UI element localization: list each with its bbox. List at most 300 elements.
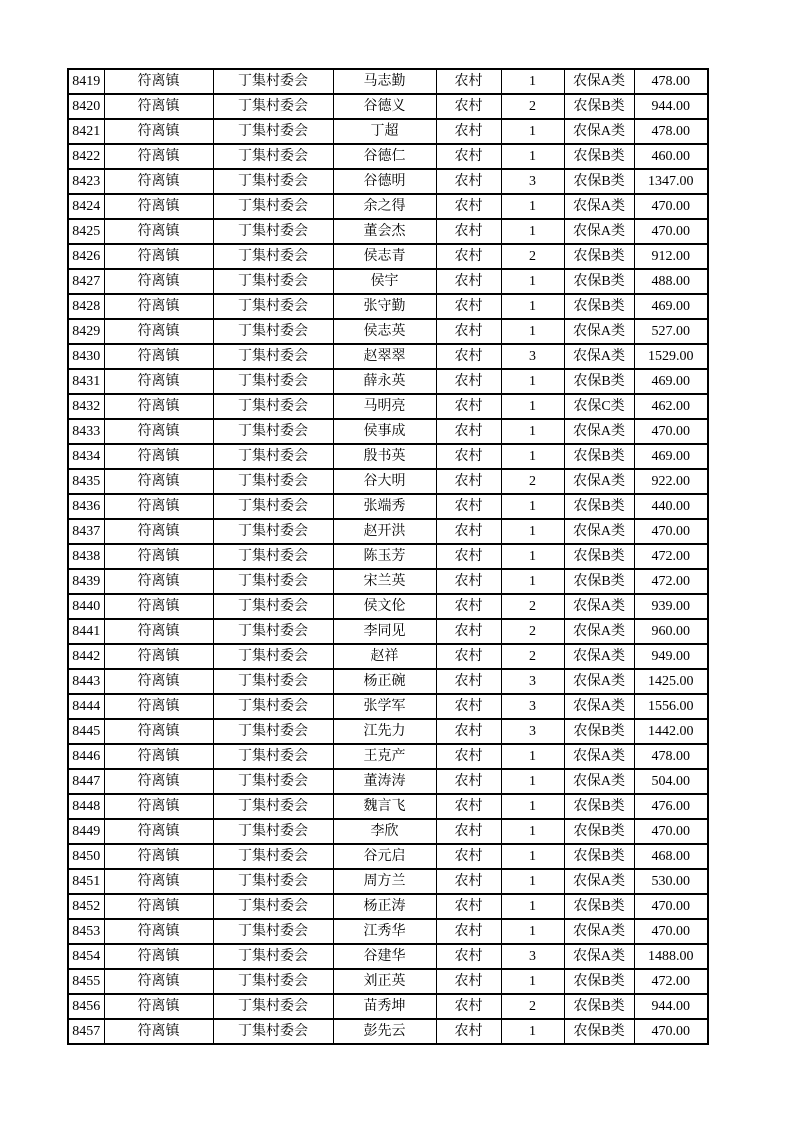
cell-person-name: 董会杰: [333, 219, 436, 244]
cell-count: 2: [501, 94, 564, 119]
cell-person-name: 周方兰: [333, 869, 436, 894]
table-row: [68, 619, 708, 644]
cell-serial: 8445: [68, 719, 104, 744]
table-row: [68, 519, 708, 544]
cell-category: 农保B类: [564, 369, 634, 394]
cell-committee: 丁集村委会: [213, 769, 333, 794]
cell-committee: 丁集村委会: [213, 294, 333, 319]
cell-town: 符离镇: [104, 194, 213, 219]
cell-town: 符离镇: [104, 119, 213, 144]
table-row: [68, 844, 708, 869]
cell-committee: 丁集村委会: [213, 394, 333, 419]
cell-serial: 8437: [68, 519, 104, 544]
cell-person-name: 侯志青: [333, 244, 436, 269]
cell-residence: 农村: [436, 844, 501, 869]
cell-category: 农保B类: [564, 894, 634, 919]
cell-committee: 丁集村委会: [213, 169, 333, 194]
cell-amount: 960.00: [634, 619, 708, 644]
table-row: [68, 1019, 708, 1044]
cell-person-name: 侯事成: [333, 419, 436, 444]
table-row: [68, 969, 708, 994]
cell-count: 3: [501, 944, 564, 969]
cell-category: 农保B类: [564, 144, 634, 169]
cell-residence: 农村: [436, 94, 501, 119]
cell-person-name: 殷书英: [333, 444, 436, 469]
cell-serial: 8451: [68, 869, 104, 894]
cell-residence: 农村: [436, 219, 501, 244]
cell-amount: 1347.00: [634, 169, 708, 194]
cell-serial: 8449: [68, 819, 104, 844]
cell-committee: 丁集村委会: [213, 594, 333, 619]
cell-committee: 丁集村委会: [213, 444, 333, 469]
cell-person-name: 谷建华: [333, 944, 436, 969]
table-row: [68, 194, 708, 219]
cell-serial: 8443: [68, 669, 104, 694]
cell-town: 符离镇: [104, 1019, 213, 1044]
cell-count: 1: [501, 319, 564, 344]
table-row: [68, 444, 708, 469]
cell-residence: 农村: [436, 594, 501, 619]
cell-category: 农保A类: [564, 119, 634, 144]
cell-count: 1: [501, 494, 564, 519]
cell-committee: 丁集村委会: [213, 944, 333, 969]
cell-residence: 农村: [436, 619, 501, 644]
cell-serial: 8448: [68, 794, 104, 819]
cell-residence: 农村: [436, 444, 501, 469]
cell-count: 1: [501, 844, 564, 869]
cell-person-name: 薛永英: [333, 369, 436, 394]
cell-town: 符离镇: [104, 344, 213, 369]
cell-amount: 922.00: [634, 469, 708, 494]
cell-committee: 丁集村委会: [213, 94, 333, 119]
cell-amount: 476.00: [634, 794, 708, 819]
cell-committee: 丁集村委会: [213, 194, 333, 219]
cell-serial: 8430: [68, 344, 104, 369]
cell-amount: 1488.00: [634, 944, 708, 969]
cell-count: 1: [501, 1019, 564, 1044]
cell-category: 农保B类: [564, 269, 634, 294]
cell-serial: 8425: [68, 219, 104, 244]
cell-town: 符离镇: [104, 919, 213, 944]
cell-category: 农保B类: [564, 569, 634, 594]
cell-amount: 469.00: [634, 444, 708, 469]
cell-residence: 农村: [436, 569, 501, 594]
cell-count: 1: [501, 569, 564, 594]
cell-residence: 农村: [436, 969, 501, 994]
table-row: [68, 294, 708, 319]
cell-category: 农保A类: [564, 469, 634, 494]
cell-person-name: 侯志英: [333, 319, 436, 344]
cell-committee: 丁集村委会: [213, 69, 333, 94]
cell-count: 1: [501, 894, 564, 919]
cell-amount: 939.00: [634, 594, 708, 619]
table-row: [68, 719, 708, 744]
cell-serial: 8422: [68, 144, 104, 169]
cell-person-name: 谷德义: [333, 94, 436, 119]
cell-town: 符离镇: [104, 544, 213, 569]
cell-count: 2: [501, 244, 564, 269]
cell-category: 农保B类: [564, 94, 634, 119]
cell-serial: 8447: [68, 769, 104, 794]
cell-person-name: 苗秀坤: [333, 994, 436, 1019]
cell-count: 3: [501, 169, 564, 194]
cell-committee: 丁集村委会: [213, 369, 333, 394]
cell-serial: 8456: [68, 994, 104, 1019]
table-row: [68, 169, 708, 194]
cell-residence: 农村: [436, 494, 501, 519]
cell-count: 1: [501, 269, 564, 294]
cell-person-name: 马明亮: [333, 394, 436, 419]
cell-town: 符离镇: [104, 644, 213, 669]
cell-committee: 丁集村委会: [213, 219, 333, 244]
cell-amount: 530.00: [634, 869, 708, 894]
cell-residence: 农村: [436, 69, 501, 94]
cell-amount: 470.00: [634, 1019, 708, 1044]
cell-person-name: 刘正英: [333, 969, 436, 994]
cell-serial: 8455: [68, 969, 104, 994]
cell-town: 符离镇: [104, 619, 213, 644]
cell-category: 农保B类: [564, 494, 634, 519]
cell-serial: 8457: [68, 1019, 104, 1044]
cell-serial: 8439: [68, 569, 104, 594]
cell-category: 农保A类: [564, 194, 634, 219]
cell-count: 2: [501, 619, 564, 644]
cell-count: 1: [501, 819, 564, 844]
cell-committee: 丁集村委会: [213, 419, 333, 444]
cell-committee: 丁集村委会: [213, 969, 333, 994]
cell-committee: 丁集村委会: [213, 269, 333, 294]
cell-residence: 农村: [436, 544, 501, 569]
cell-town: 符离镇: [104, 169, 213, 194]
cell-residence: 农村: [436, 919, 501, 944]
cell-category: 农保A类: [564, 419, 634, 444]
cell-committee: 丁集村委会: [213, 144, 333, 169]
cell-person-name: 李同见: [333, 619, 436, 644]
cell-committee: 丁集村委会: [213, 494, 333, 519]
cell-person-name: 彭先云: [333, 1019, 436, 1044]
cell-count: 2: [501, 644, 564, 669]
cell-count: 1: [501, 969, 564, 994]
cell-town: 符离镇: [104, 444, 213, 469]
cell-town: 符离镇: [104, 94, 213, 119]
table-row: [68, 694, 708, 719]
cell-town: 符离镇: [104, 144, 213, 169]
cell-category: 农保A类: [564, 619, 634, 644]
cell-serial: 8441: [68, 619, 104, 644]
cell-committee: 丁集村委会: [213, 744, 333, 769]
table-row: [68, 819, 708, 844]
cell-count: 1: [501, 919, 564, 944]
cell-serial: 8429: [68, 319, 104, 344]
cell-person-name: 侯宇: [333, 269, 436, 294]
cell-residence: 农村: [436, 294, 501, 319]
table-row: [68, 319, 708, 344]
cell-person-name: 杨正碗: [333, 669, 436, 694]
cell-category: 农保A类: [564, 669, 634, 694]
cell-town: 符离镇: [104, 419, 213, 444]
cell-town: 符离镇: [104, 594, 213, 619]
cell-serial: 8446: [68, 744, 104, 769]
cell-amount: 912.00: [634, 244, 708, 269]
cell-town: 符离镇: [104, 319, 213, 344]
cell-amount: 1425.00: [634, 669, 708, 694]
cell-category: 农保A类: [564, 769, 634, 794]
cell-serial: 8433: [68, 419, 104, 444]
cell-category: 农保C类: [564, 394, 634, 419]
cell-category: 农保B类: [564, 994, 634, 1019]
cell-person-name: 王克产: [333, 744, 436, 769]
cell-count: 2: [501, 594, 564, 619]
cell-amount: 478.00: [634, 69, 708, 94]
table-row: [68, 569, 708, 594]
cell-amount: 469.00: [634, 294, 708, 319]
cell-category: 农保A类: [564, 644, 634, 669]
cell-category: 农保A类: [564, 744, 634, 769]
table-row: [68, 369, 708, 394]
cell-amount: 470.00: [634, 894, 708, 919]
cell-count: 3: [501, 669, 564, 694]
cell-amount: 1442.00: [634, 719, 708, 744]
cell-residence: 农村: [436, 519, 501, 544]
cell-person-name: 赵祥: [333, 644, 436, 669]
cell-person-name: 谷德仁: [333, 144, 436, 169]
cell-person-name: 张守勤: [333, 294, 436, 319]
cell-residence: 农村: [436, 469, 501, 494]
cell-person-name: 张学军: [333, 694, 436, 719]
cell-town: 符离镇: [104, 219, 213, 244]
cell-residence: 农村: [436, 194, 501, 219]
cell-committee: 丁集村委会: [213, 1019, 333, 1044]
cell-category: 农保B类: [564, 244, 634, 269]
cell-person-name: 马志勤: [333, 69, 436, 94]
cell-amount: 472.00: [634, 969, 708, 994]
cell-count: 1: [501, 69, 564, 94]
cell-category: 农保A类: [564, 519, 634, 544]
cell-person-name: 李欣: [333, 819, 436, 844]
cell-town: 符离镇: [104, 944, 213, 969]
cell-town: 符离镇: [104, 494, 213, 519]
cell-serial: 8450: [68, 844, 104, 869]
cell-town: 符离镇: [104, 519, 213, 544]
cell-serial: 8420: [68, 94, 104, 119]
cell-committee: 丁集村委会: [213, 719, 333, 744]
cell-category: 农保B类: [564, 444, 634, 469]
cell-category: 农保B类: [564, 294, 634, 319]
cell-committee: 丁集村委会: [213, 794, 333, 819]
cell-category: 农保A类: [564, 594, 634, 619]
cell-count: 1: [501, 769, 564, 794]
cell-serial: 8423: [68, 169, 104, 194]
cell-committee: 丁集村委会: [213, 469, 333, 494]
table-row: [68, 594, 708, 619]
cell-committee: 丁集村委会: [213, 994, 333, 1019]
cell-person-name: 谷德明: [333, 169, 436, 194]
cell-town: 符离镇: [104, 269, 213, 294]
cell-amount: 470.00: [634, 519, 708, 544]
cell-amount: 470.00: [634, 419, 708, 444]
cell-amount: 944.00: [634, 994, 708, 1019]
cell-amount: 1556.00: [634, 694, 708, 719]
cell-residence: 农村: [436, 869, 501, 894]
cell-residence: 农村: [436, 744, 501, 769]
cell-serial: 8426: [68, 244, 104, 269]
cell-category: 农保B类: [564, 1019, 634, 1044]
cell-residence: 农村: [436, 644, 501, 669]
cell-amount: 488.00: [634, 269, 708, 294]
cell-town: 符离镇: [104, 819, 213, 844]
cell-residence: 农村: [436, 394, 501, 419]
cell-category: 农保B类: [564, 719, 634, 744]
cell-residence: 农村: [436, 244, 501, 269]
cell-town: 符离镇: [104, 369, 213, 394]
cell-town: 符离镇: [104, 719, 213, 744]
cell-category: 农保A类: [564, 694, 634, 719]
cell-count: 1: [501, 294, 564, 319]
cell-category: 农保B类: [564, 969, 634, 994]
cell-amount: 470.00: [634, 194, 708, 219]
cell-committee: 丁集村委会: [213, 694, 333, 719]
cell-committee: 丁集村委会: [213, 894, 333, 919]
cell-serial: 8424: [68, 194, 104, 219]
cell-amount: 478.00: [634, 119, 708, 144]
cell-serial: 8435: [68, 469, 104, 494]
cell-amount: 949.00: [634, 644, 708, 669]
cell-category: 农保B类: [564, 819, 634, 844]
table-row: [68, 69, 708, 94]
cell-residence: 农村: [436, 419, 501, 444]
cell-amount: 472.00: [634, 544, 708, 569]
cell-serial: 8421: [68, 119, 104, 144]
cell-count: 2: [501, 469, 564, 494]
cell-category: 农保A类: [564, 869, 634, 894]
table-row: [68, 119, 708, 144]
cell-person-name: 赵开洪: [333, 519, 436, 544]
table-row: [68, 219, 708, 244]
table-row: [68, 644, 708, 669]
cell-category: 农保A类: [564, 69, 634, 94]
table-row: [68, 344, 708, 369]
cell-committee: 丁集村委会: [213, 519, 333, 544]
cell-town: 符离镇: [104, 469, 213, 494]
cell-residence: 农村: [436, 819, 501, 844]
cell-person-name: 董涛涛: [333, 769, 436, 794]
cell-serial: 8442: [68, 644, 104, 669]
table-row: [68, 494, 708, 519]
cell-count: 2: [501, 994, 564, 1019]
cell-amount: 440.00: [634, 494, 708, 519]
cell-person-name: 江先力: [333, 719, 436, 744]
cell-amount: 460.00: [634, 144, 708, 169]
cell-serial: 8452: [68, 894, 104, 919]
cell-person-name: 陈玉芳: [333, 544, 436, 569]
cell-amount: 470.00: [634, 819, 708, 844]
cell-residence: 农村: [436, 144, 501, 169]
cell-count: 1: [501, 544, 564, 569]
cell-person-name: 侯文伦: [333, 594, 436, 619]
cell-count: 1: [501, 219, 564, 244]
cell-count: 1: [501, 444, 564, 469]
cell-serial: 8444: [68, 694, 104, 719]
cell-town: 符离镇: [104, 869, 213, 894]
cell-residence: 农村: [436, 944, 501, 969]
table-row: [68, 769, 708, 794]
cell-town: 符离镇: [104, 969, 213, 994]
table-row: [68, 94, 708, 119]
cell-count: 1: [501, 144, 564, 169]
cell-serial: 8427: [68, 269, 104, 294]
table-row: [68, 244, 708, 269]
table-row: [68, 869, 708, 894]
cell-committee: 丁集村委会: [213, 869, 333, 894]
cell-count: 1: [501, 794, 564, 819]
table-row: [68, 469, 708, 494]
cell-amount: 472.00: [634, 569, 708, 594]
cell-serial: 8434: [68, 444, 104, 469]
cell-committee: 丁集村委会: [213, 644, 333, 669]
cell-person-name: 余之得: [333, 194, 436, 219]
cell-residence: 农村: [436, 669, 501, 694]
cell-committee: 丁集村委会: [213, 544, 333, 569]
cell-category: 农保B类: [564, 844, 634, 869]
cell-town: 符离镇: [104, 294, 213, 319]
cell-amount: 469.00: [634, 369, 708, 394]
cell-serial: 8436: [68, 494, 104, 519]
cell-committee: 丁集村委会: [213, 844, 333, 869]
cell-category: 农保B类: [564, 169, 634, 194]
cell-amount: 470.00: [634, 219, 708, 244]
cell-person-name: 谷大明: [333, 469, 436, 494]
cell-serial: 8428: [68, 294, 104, 319]
cell-count: 1: [501, 119, 564, 144]
cell-category: 农保A类: [564, 944, 634, 969]
cell-town: 符离镇: [104, 794, 213, 819]
cell-person-name: 杨正涛: [333, 894, 436, 919]
cell-count: 1: [501, 194, 564, 219]
cell-committee: 丁集村委会: [213, 244, 333, 269]
payment-record-table: [67, 68, 709, 1045]
cell-count: 3: [501, 344, 564, 369]
cell-category: 农保A类: [564, 219, 634, 244]
cell-amount: 462.00: [634, 394, 708, 419]
table-row: [68, 744, 708, 769]
cell-residence: 农村: [436, 794, 501, 819]
cell-residence: 农村: [436, 894, 501, 919]
cell-town: 符离镇: [104, 744, 213, 769]
cell-committee: 丁集村委会: [213, 819, 333, 844]
table-row: [68, 669, 708, 694]
cell-category: 农保A类: [564, 919, 634, 944]
cell-committee: 丁集村委会: [213, 344, 333, 369]
cell-residence: 农村: [436, 719, 501, 744]
cell-count: 1: [501, 369, 564, 394]
cell-amount: 527.00: [634, 319, 708, 344]
cell-person-name: 江秀华: [333, 919, 436, 944]
cell-serial: 8432: [68, 394, 104, 419]
cell-amount: 468.00: [634, 844, 708, 869]
cell-town: 符离镇: [104, 569, 213, 594]
cell-residence: 农村: [436, 319, 501, 344]
cell-amount: 504.00: [634, 769, 708, 794]
cell-amount: 478.00: [634, 744, 708, 769]
cell-category: 农保B类: [564, 794, 634, 819]
cell-residence: 农村: [436, 169, 501, 194]
cell-committee: 丁集村委会: [213, 619, 333, 644]
cell-person-name: 谷元启: [333, 844, 436, 869]
cell-person-name: 宋兰英: [333, 569, 436, 594]
cell-person-name: 魏言飞: [333, 794, 436, 819]
cell-amount: 944.00: [634, 94, 708, 119]
cell-serial: 8438: [68, 544, 104, 569]
